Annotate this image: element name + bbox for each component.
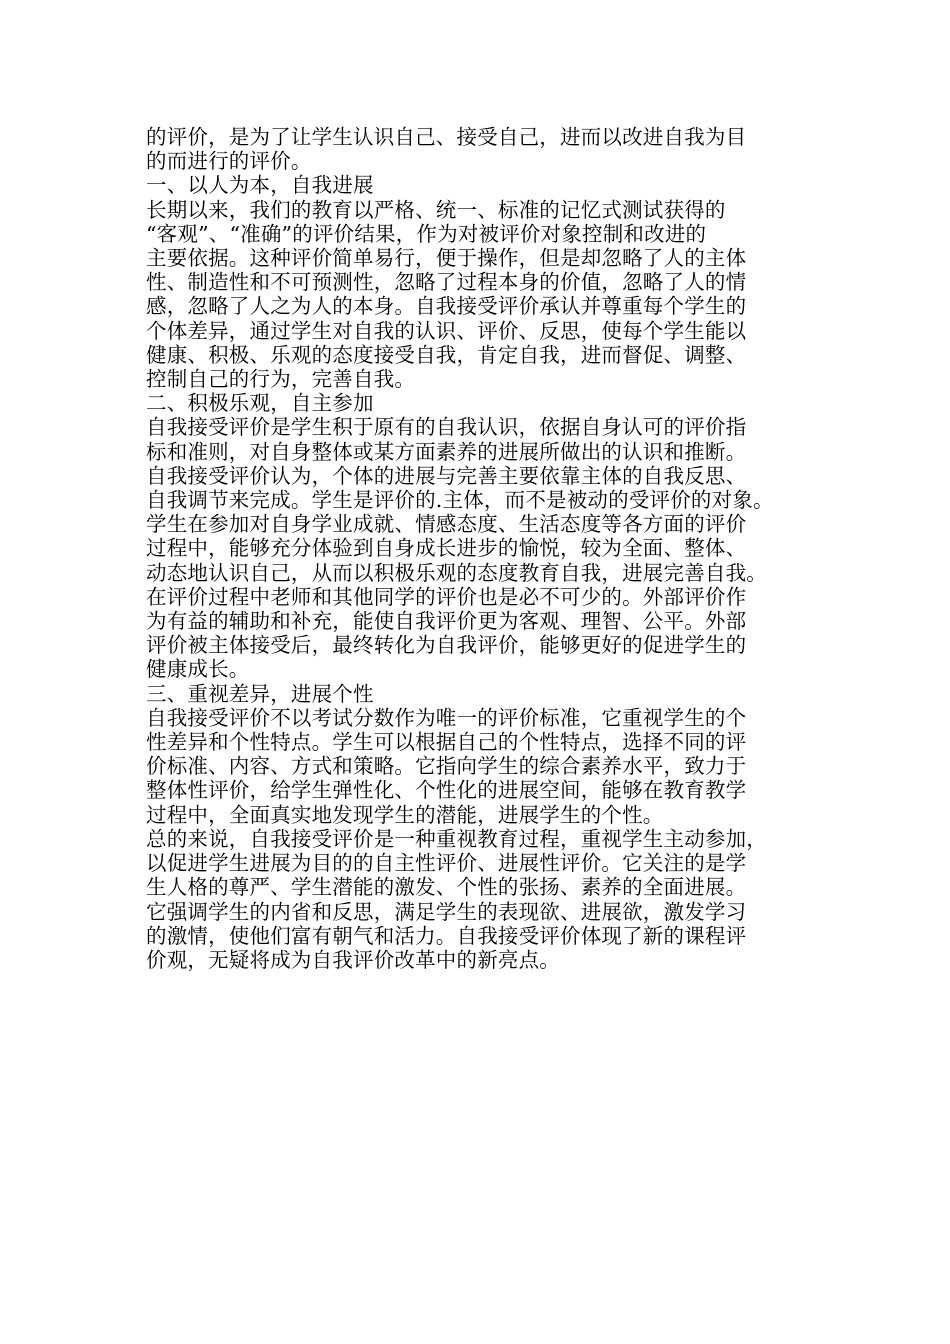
text-line: 总的来说，自我接受评价是一种重视教育过程，重视学生主动参加，: [146, 826, 767, 851]
text-line: 以促进学生进展为目的的自主性评价、进展性评价。它关注的是学: [146, 851, 747, 876]
text-line: 评价被主体接受后，最终转化为自我评价，能够更好的促进学生的: [146, 633, 747, 658]
text-line: 的激情，使他们富有朝气和活力。自我接受评价体现了新的课程评: [146, 923, 747, 948]
section-heading: 二、积极乐观，自主参加: [146, 391, 374, 416]
text-line: 价观，无疑将成为自我评价改革中的新亮点。: [146, 947, 560, 972]
text-line: 自我接受评价不以考试分数作为唯一的评价标准，它重视学生的个: [146, 705, 747, 730]
text-line: 过程中，全面真实地发现学生的潜能，进展学生的个性。: [146, 802, 664, 827]
text-line: 为有益的辅助和补充，能使自我评价更为客观、理智、公平。外部: [146, 609, 747, 634]
text-line: 自我接受评价是学生积于原有的自我认识，依据自身认可的评价指: [146, 415, 747, 440]
section-heading: 三、重视差异，进展个性: [146, 681, 374, 706]
text-line: 健康成长。: [146, 657, 250, 682]
text-line: 健康、积极、乐观的态度接受自我，肯定自我，进而督促、调整、: [146, 342, 747, 367]
text-line: 性差异和个性特点。学生可以根据自己的个性特点，选择不同的评: [146, 730, 747, 755]
text-line: “客观”、“准确”的评价结果，作为对被评价对象控制和改进的: [146, 221, 707, 246]
text-line: 生人格的尊严、学生潜能的激发、个性的张扬、素养的全面进展。: [146, 875, 747, 900]
text-line: 感，忽略了人之为人的本身。自我接受评价承认并尊重每个学生的: [146, 294, 747, 319]
text-line: 自我接受评价认为，个体的进展与完善主要依靠主体的自我反思、: [146, 463, 747, 488]
document-body: [146, 125, 814, 972]
text-line: 个体差异，通过学生对自我的认识、评价、反思，使每个学生能以: [146, 318, 747, 343]
text-line: 学生在参加对自身学业成就、情感态度、生活态度等各方面的评价: [146, 512, 747, 537]
text-line: 性、制造性和不可预测性，忽略了过程本身的价值，忽略了人的情: [146, 270, 747, 295]
text-line: 长期以来，我们的教育以严格、统一、标准的记忆式测试获得的: [146, 197, 726, 222]
text-line: 价标准、内容、方式和策略。它指向学生的综合素养水平，致力于: [146, 754, 747, 779]
text-line: 主要依据。这种评价简单易行，便于操作，但是却忽略了人的主体: [146, 246, 747, 271]
text-line: 标和准则，对自身整体或某方面素养的进展所做出的认识和推断。: [146, 439, 747, 464]
text-line: 自我调节来完成。学生是评价的.主体，而不是被动的受评价的对象。: [146, 488, 774, 513]
text-line: 控制自己的行为，完善自我。: [146, 367, 416, 392]
text-line: 动态地认识自己，从而以积极乐观的态度教育自我，进展完善自我。: [146, 560, 767, 585]
text-line: 的评价，是为了让学生认识自己、接受自己，进而以改进自我为目: [146, 125, 747, 149]
text-line: 整体性评价，给学生弹性化、个性化的进展空间，能够在教育教学: [146, 778, 747, 803]
text-line: 在评价过程中老师和其他同学的评价也是必不可少的。外部评价作: [146, 584, 747, 609]
text-line: 它强调学生的内省和反思，满足学生的表现欲、进展欲，激发学习: [146, 899, 747, 924]
text-line: 的而进行的评价。: [146, 149, 312, 174]
section-heading: 一、以人为本，自我进展: [146, 173, 374, 198]
text-line: 过程中，能够充分体验到自身成长进步的愉悦，较为全面、整体、: [146, 536, 747, 561]
